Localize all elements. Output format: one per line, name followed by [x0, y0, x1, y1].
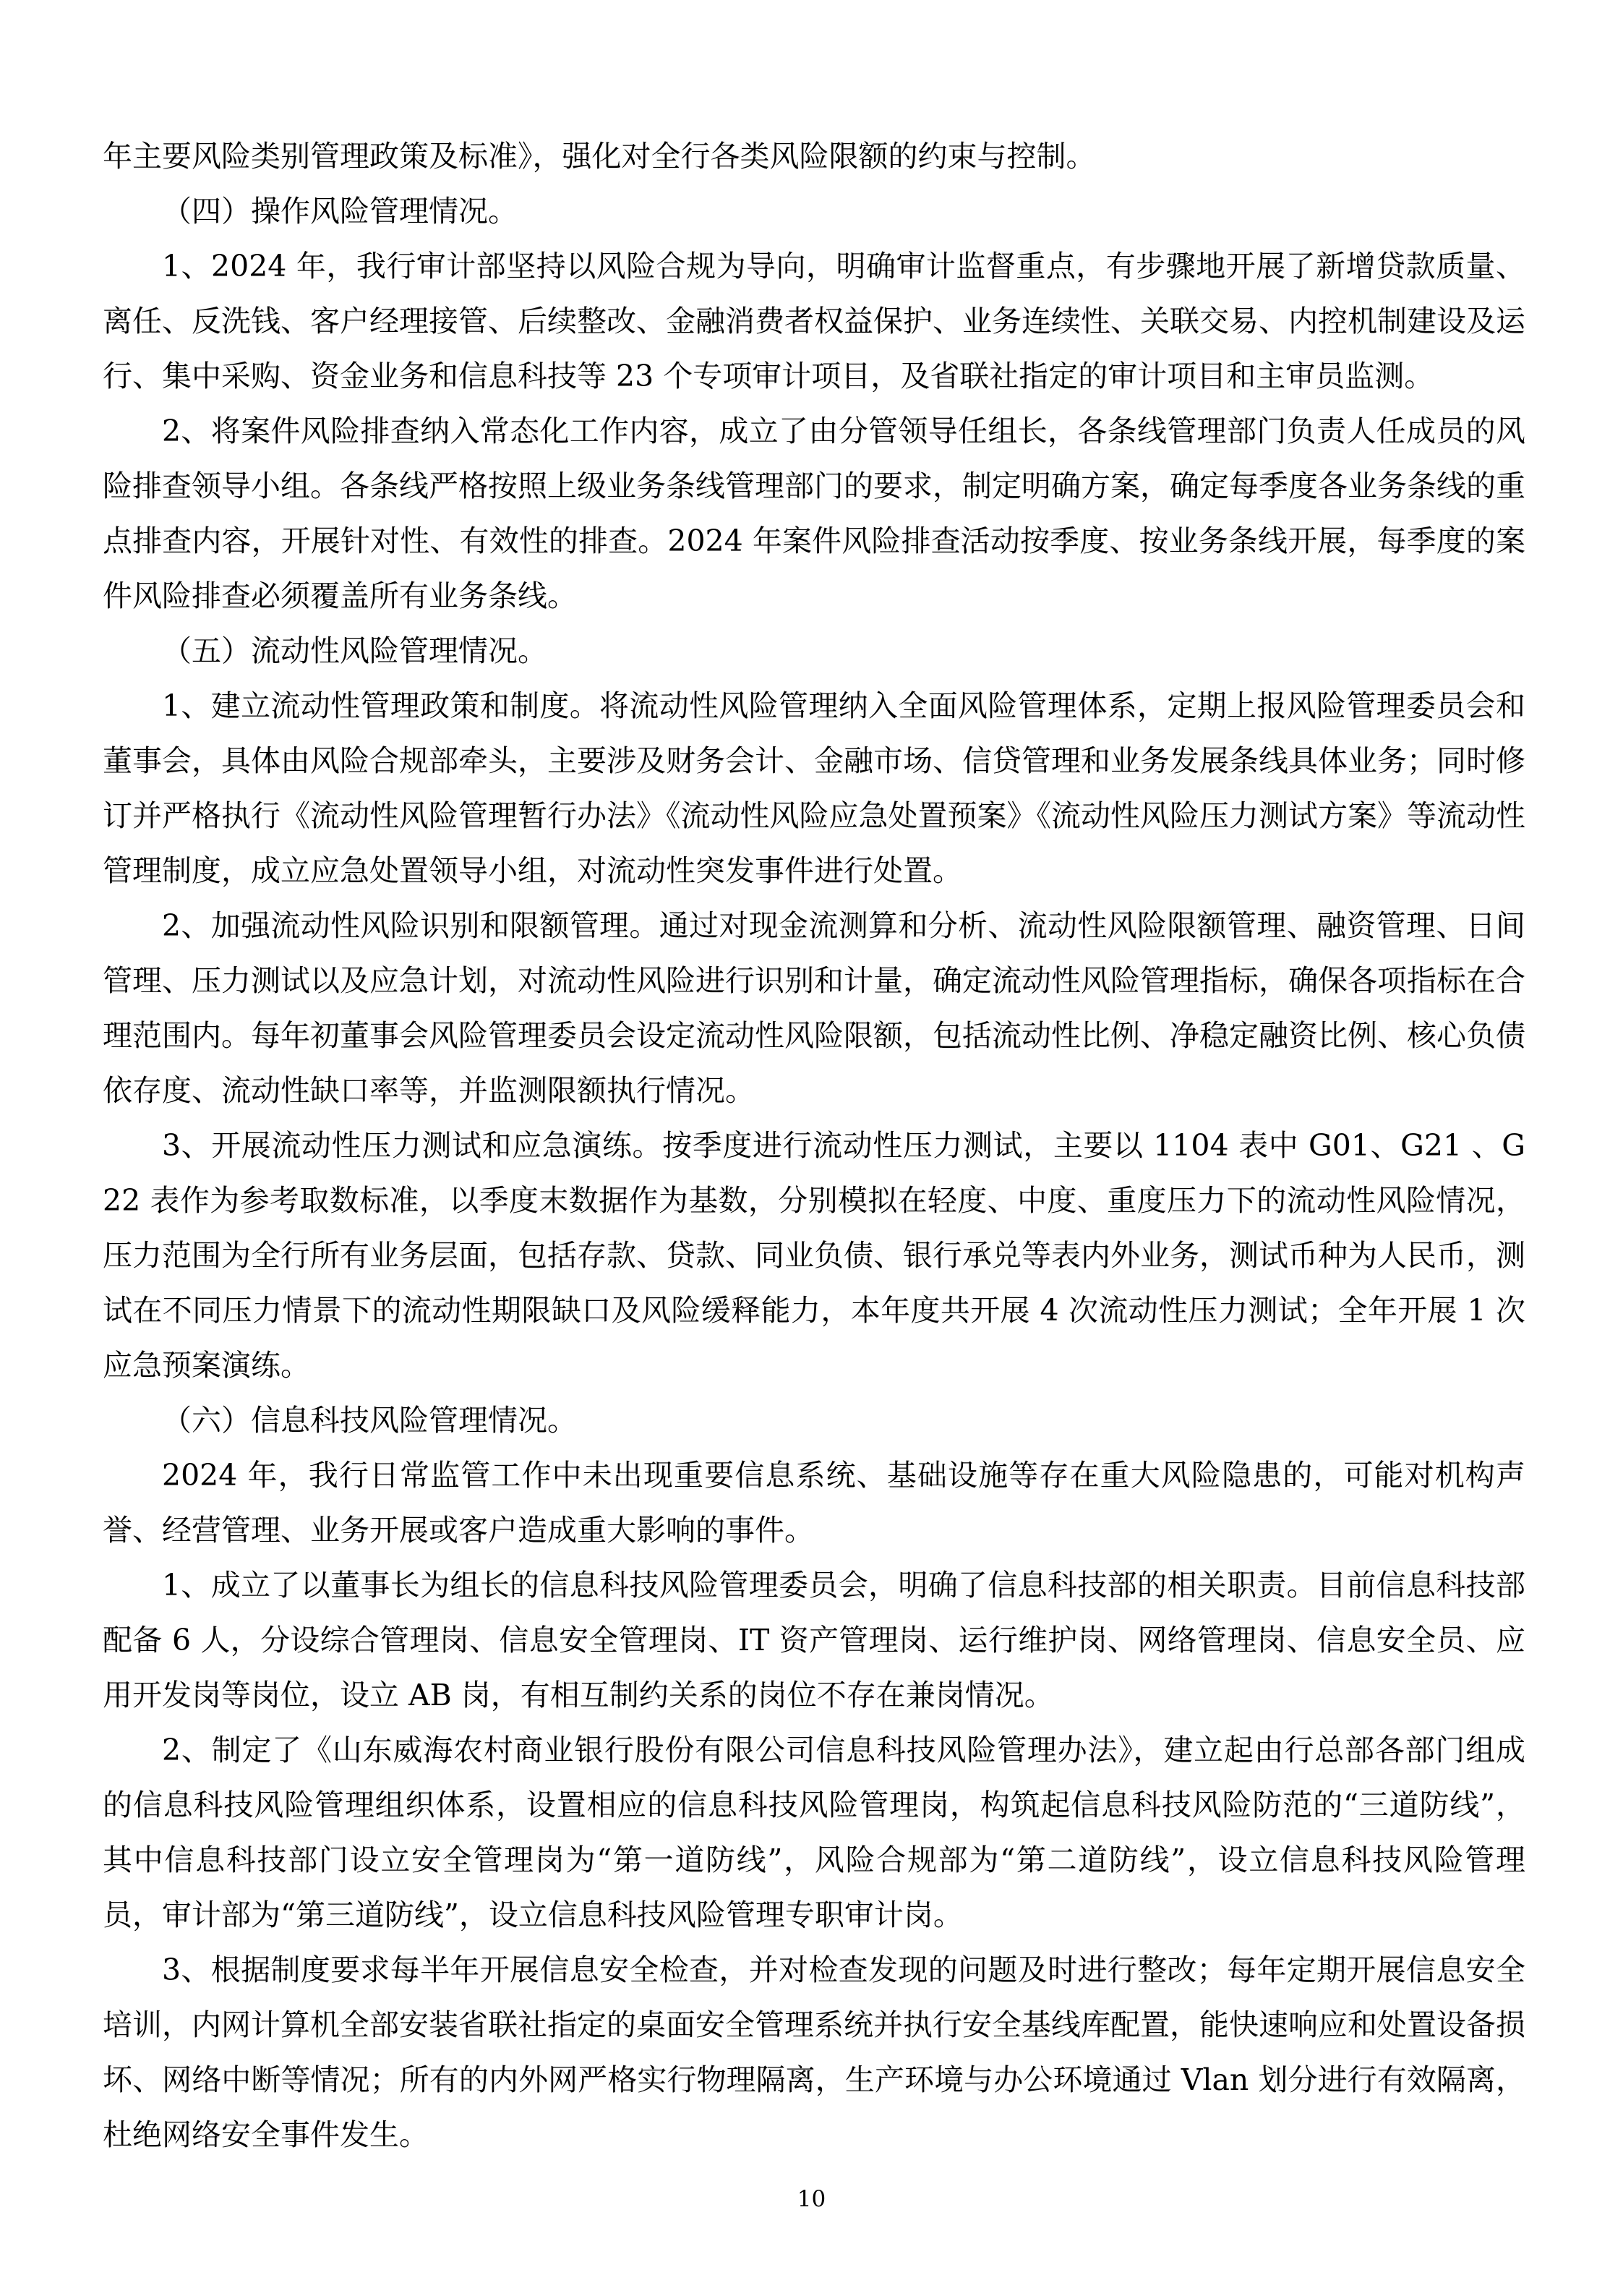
- paragraph: 2、加强流动性风险识别和限额管理。通过对现金流测算和分析、流动性风险限额管理、融资管理、日间管理、压力测试以及应急计划，对流动性风险进行识别和计量，确定流动性风险管理指标，确保各项指标在合理范围内。每年初董事会风险管理委员会设定流动性风险限额，包括流动性比例、净稳定融资比例、核心负债依存度、流动性缺口率等，并监测限额执行情况。: [103, 908, 1525, 1108]
- document-body: [103, 129, 1525, 2162]
- page-footer: [0, 2188, 1623, 2211]
- section-heading: （五）流动性风险管理情况。: [162, 633, 547, 668]
- paragraph: 3、开展流动性压力测试和应急演练。按季度进行流动性压力测试，主要以 1104 表中 G01、G21 、G22 表作为参考取数标准，以季度末数据作为基数，分别模拟在轻度、中度、重度压力下的流动性风险情况，压力范围为全行所有业务层面，包括存款、贷款、同业负债、银行承兑等表内外业务，测试币种为人民币，测试在不同压力情景下的流动性期限缺口及风险缓释能力，本年度共开展 4 次流动性压力测试；全年开展 1 次应急预案演练。: [103, 1128, 1525, 1383]
- page-number: 10: [797, 2186, 826, 2212]
- paragraph: 1、建立流动性管理政策和制度。将流动性风险管理纳入全面风险管理体系，定期上报风险管理委员会和董事会，具体由风险合规部牵头，主要涉及财务会计、金融市场、信贷管理和业务发展条线具体业务；同时修订并严格执行《流动性风险管理暂行办法》《流动性风险应急处置预案》《流动性风险压力测试方案》等流动性管理制度，成立应急处置领导小组，对流动性突发事件进行处置。: [103, 688, 1525, 888]
- paragraph: 1、2024 年，我行审计部坚持以风险合规为导向，明确审计监督重点，有步骤地开展了新增贷款质量、离任、反洗钱、客户经理接管、后续整改、金融消费者权益保护、业务连续性、关联交易、内控机制建设及运行、集中采购、资金业务和信息科技等 23 个专项审计项目，及省联社指定的审计项目和主审员监测。: [103, 249, 1525, 393]
- paragraph: 3、根据制度要求每半年开展信息安全检查，并对检查发现的问题及时进行整改；每年定期开展信息安全培训，内网计算机全部安装省联社指定的桌面安全管理系统并执行安全基线库配置，能快速响应和处置设备损坏、网络中断等情况；所有的内外网严格实行物理隔离，生产环境与办公环境通过 Vlan 划分进行有效隔离，杜绝网络安全事件发生。: [103, 1953, 1525, 2152]
- paragraph: 1、成立了以董事长为组长的信息科技风险管理委员会，明确了信息科技部的相关职责。目前信息科技部配备 6 人，分设综合管理岗、信息安全管理岗、IT 资产管理岗、运行维护岗、网络管理岗、信息安全员、应用开发岗等岗位，设立 AB 岗，有相互制约关系的岗位不存在兼岗情况。: [103, 1568, 1525, 1712]
- paragraph: 2024 年，我行日常监管工作中未出现重要信息系统、基础设施等存在重大风险隐患的，可能对机构声誉、经营管理、业务开展或客户造成重大影响的事件。: [103, 1458, 1525, 1548]
- paragraph: 2、将案件风险排查纳入常态化工作内容，成立了由分管领导任组长，各条线管理部门负责人任成员的风险排查领导小组。各条线严格按照上级业务条线管理部门的要求，制定明确方案，确定每季度各业务条线的重点排查内容，开展针对性、有效性的排查。2024 年案件风险排查活动按季度、按业务条线开展，每季度的案件风险排查必须覆盖所有业务条线。: [103, 414, 1525, 613]
- section-heading: （四）操作风险管理情况。: [162, 194, 518, 229]
- paragraph: 2、制定了《山东威海农村商业银行股份有限公司信息科技风险管理办法》，建立起由行总部各部门组成的信息科技风险管理组织体系，设置相应的信息科技风险管理岗，构筑起信息科技风险防范的“三道防线”，其中信息科技部门设立安全管理岗为“第一道防线”，风险合规部为“第二道防线”，设立信息科技风险管理员，审计部为“第三道防线”，设立信息科技风险管理专职审计岗。: [103, 1733, 1525, 1932]
- paragraph: 年主要风险类别管理政策及标准》，强化对全行各类风险限额的约束与控制。: [103, 139, 1096, 174]
- section-heading: （六）信息科技风险管理情况。: [162, 1403, 577, 1438]
